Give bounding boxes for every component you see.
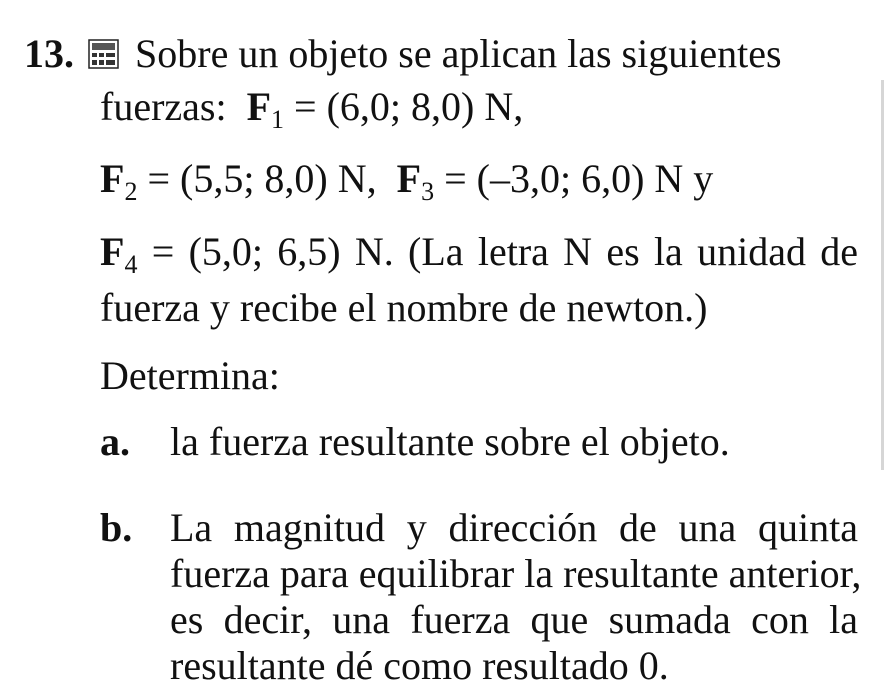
note-line-2: fuerza y recibe el nombre de newton.) — [100, 285, 708, 330]
intro-line-2: fuerzas: — [100, 84, 227, 129]
page-edge-rule — [881, 80, 884, 470]
item-label: b. — [100, 505, 133, 550]
force-symbol-2: F — [100, 156, 125, 201]
note-line-1: (La letra N es la unidad de — [408, 229, 858, 274]
item-text: es decir, una fuerza que sumada con la — [170, 597, 858, 642]
force-1-value: (6,0; 8,0) N, — [326, 84, 524, 129]
force-subscript-2: 2 — [124, 177, 138, 206]
force-subscript-1: 1 — [271, 105, 285, 134]
equals-4: = — [151, 229, 175, 274]
equals-1: = — [294, 84, 317, 129]
problem-line-4 — [100, 228, 858, 279]
intro-line-1: Sobre un objeto se aplican las siguientes — [135, 31, 782, 76]
prompt-text: Determina: — [100, 353, 280, 398]
force-symbol-3: F — [396, 156, 422, 201]
equals-2: = — [147, 156, 170, 201]
problem-line-2 — [100, 83, 524, 134]
force-3-value: (–3,0; 6,0) N y — [476, 156, 714, 201]
force-subscript-3: 3 — [421, 177, 435, 206]
item-text: fuerza para equilibrar la resultante anterior, — [170, 551, 862, 596]
problem-line-3 — [100, 155, 714, 206]
force-2-value: (5,5; 8,0) N, — [180, 156, 377, 201]
equals-3: = — [444, 156, 467, 201]
problem-line-1 — [24, 30, 858, 78]
item-label: a. — [100, 419, 130, 464]
force-symbol-1: F — [246, 84, 272, 129]
item-text: La magnitud y dirección de una quinta — [170, 505, 858, 550]
item-text: la fuerza resultante sobre el objeto. — [170, 419, 730, 464]
force-symbol-4: F — [100, 229, 125, 274]
force-4-value: (5,0; 6,5) N. — [188, 229, 394, 274]
problem-number: 13. — [24, 31, 74, 76]
force-subscript-4: 4 — [124, 250, 138, 279]
calculator-icon — [88, 39, 119, 69]
item-text: resultante dé como resultado 0. — [170, 643, 669, 688]
